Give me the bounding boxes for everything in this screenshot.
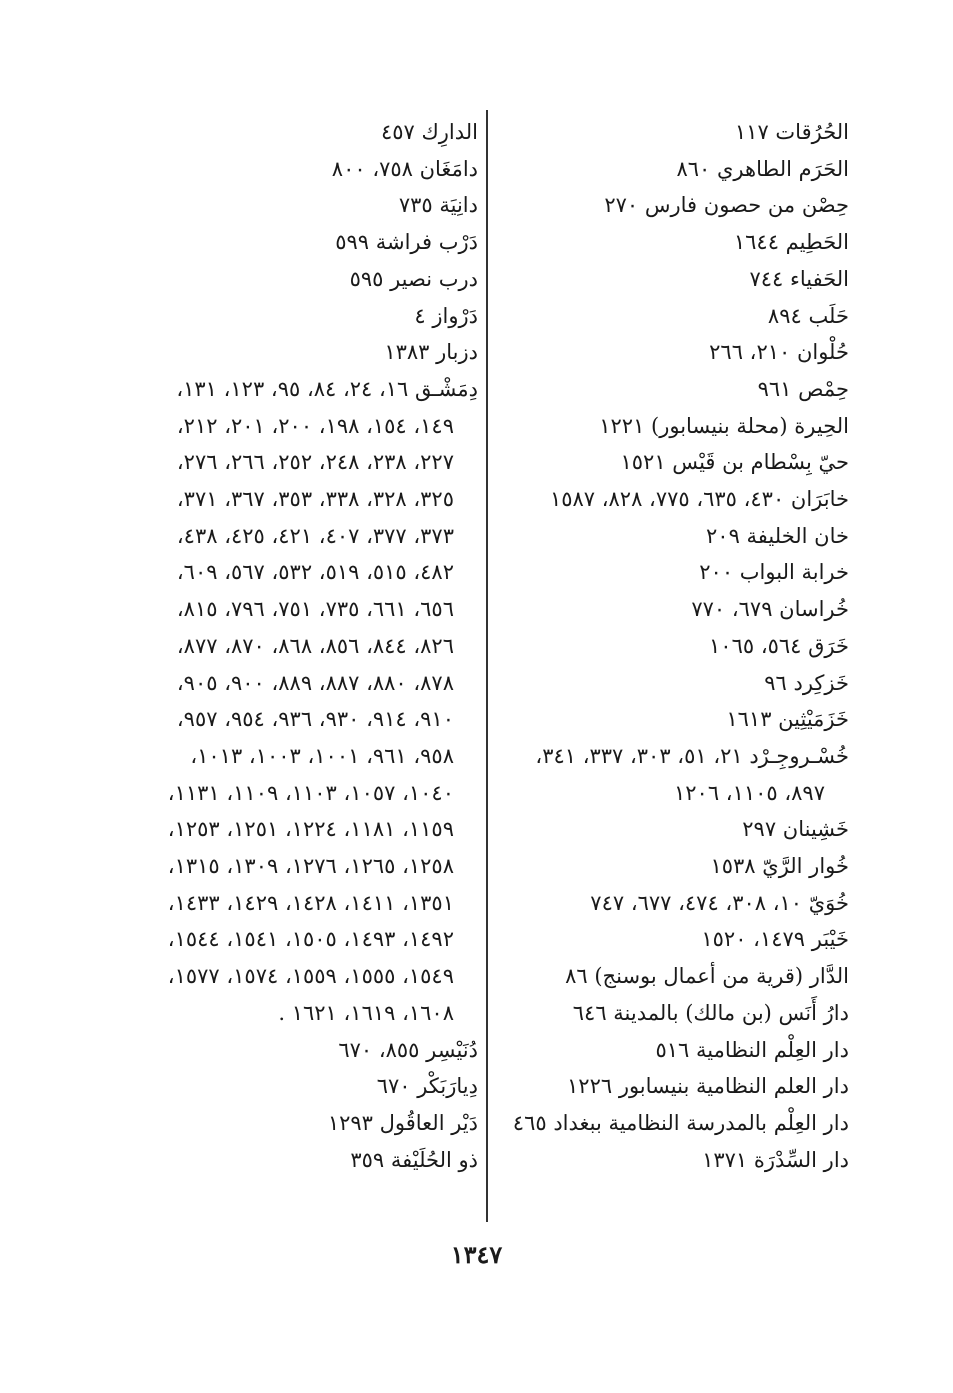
index-entry: حِمْص ٩٦١ [757,376,849,401]
index-entry-continuation: ١٥٤٩، ١٥٥٥، ١٥٥٩، ١٥٧٤، ١٥٧٧، [167,964,454,989]
index-entry: دِيارَبَكْر ٦٧٠ [376,1074,478,1099]
index-entry: الحَطِيم ١٦٤٤ [733,230,849,255]
index-entry: دَرْواز ٤ [414,303,478,328]
index-entry: دامَغَان ٧٥٨، ٨٠٠ [331,156,478,181]
index-entry: حُلْوان ٢١٠، ٢٦٦ [709,340,849,365]
index-entry-continuation: ٩١٠، ٩١٤، ٩٣٠، ٩٣٦، ٩٥٤، ٩٥٧، [176,707,454,732]
index-entry-continuation: ٤٨٢، ٥١٥، ٥١٩، ٥٣٢، ٥٦٧، ٦٠٩، [176,560,454,585]
index-entry-continuation: ١٢٥٨، ١٢٦٥، ١٢٧٦، ١٣٠٩، ١٣١٥، [167,854,454,879]
index-entry-continuation: ٣٢٥، ٣٢٨، ٣٣٨، ٣٥٣، ٣٦٧، ٣٧١، [176,487,454,512]
page-number: ١٣٤٧ [450,1240,503,1269]
index-entry: خُسْـروجِـرْد ٢١، ٥١، ٣٠٣، ٣٣٧، ٣٤١، [535,743,849,768]
index-entry: خَزَمَيْثِين ١٦١٣ [726,707,849,732]
index-entry: دزبار ١٣٨٣ [384,340,478,365]
column-divider [486,110,488,1222]
index-entry-continuation: ١٣٥١، ١٤١١، ١٤٢٨، ١٤٢٩، ١٤٣٣، [167,890,454,915]
index-entry: ذو الحُلَيْفة ٣٥٩ [350,1147,478,1172]
index-entry: دِمَشْـق ١٦، ٢٤، ٨٤، ٩٥، ١٢٣، ١٣١، [176,376,478,401]
index-entry: خَزكِرد ٩٦ [764,670,849,695]
index-entry-continuation: ٩٥٨، ٩٦١، ١٠٠١، ١٠٠٣، ١٠١٣، [190,743,454,768]
index-entry: درب نصير ٥٩٥ [349,266,478,291]
index-entry: دار السِّدْرَة ١٣٧١ [702,1147,849,1172]
index-entry: دَيْر العاقُول ١٢٩٣ [327,1110,478,1135]
index-entry: خُراسان ٦٧٩، ٧٧٠ [691,597,849,622]
index-column-left [128,114,478,1178]
index-entry: خَشِينان ٢٩٧ [742,817,849,842]
index-entry: خُوار الرَّيّ ١٥٣٨ [710,854,849,879]
index-entry-continuation: ١٤٩، ١٥٤، ١٩٨، ٢٠٠، ٢٠١، ٢١٢، [176,413,454,438]
index-entry-continuation: ١٦٠٨، ١٦١٩، ١٦٢١ . [278,1000,454,1025]
index-entry: خان الخليفة ٢٠٩ [706,523,849,548]
index-entry-continuation: ١١٥٩، ١١٨١، ١٢٢٤، ١٢٥١، ١٢٥٣، [167,817,454,842]
index-entry-continuation: ٨٢٦، ٨٤٤، ٨٥٦، ٨٦٨، ٨٧٠، ٨٧٧، [176,633,454,658]
index-entry: دَرْب فراشة ٥٩٩ [335,230,478,255]
index-entry: دار العِلْم بالمدرسة النظامية ببغداد ٤٦٥ [512,1110,849,1135]
index-entry: الحَرَم الطاهري ٨٦٠ [676,156,849,181]
index-entry: خابَرَان ٤٣٠، ٦٣٥، ٧٧٥، ٨٢٨، ١٥٨٧ [549,487,849,512]
index-entry: الدَّار (قرية من أعمال بوسنج) ٨٦ [565,964,849,989]
index-entry: دار العِلْم النظامية ٥١٦ [655,1037,849,1062]
index-entry: خرابة البواب ٢٠٠ [699,560,849,585]
index-entry: دارُ أَنَس (بن مالك) بالمدينة ٦٤٦ [572,1000,849,1025]
index-entry: الدارِك ٤٥٧ [380,120,478,144]
index-entry-continuation: ٦٥٦، ٦٦١، ٧٣٥، ٧٥١، ٧٩٦، ٨١٥، [176,597,454,622]
index-entry: حَلَب ٨٩٤ [767,303,849,328]
index-entry-continuation: ١٠٤٠، ١٠٥٧، ١١٠٣، ١١٠٩، ١١٣١، [167,780,454,805]
index-entry-continuation: ٢٢٧، ٢٣٨، ٢٤٨، ٢٥٢، ٢٦٦، ٢٧٦، [176,450,454,475]
index-entry: دُنَيْسِر ٨٥٥، ٦٧٠ [338,1037,478,1062]
index-entry: خُوَيّ ١٠، ٣٠٨، ٤٧٤، ٦٧٧، ٧٤٧ [590,890,849,915]
index-entry: خَيْبَر ١٤٧٩، ١٥٢٠ [701,927,849,952]
index-entry: حيّ بِسْطام بن قَيْس ١٥٢١ [620,450,849,475]
index-entry: دار العلم النظامية بنيسابور ١٢٢٦ [567,1074,849,1099]
index-entry: حِصْن من حصون فارس ٢٧٠ [604,193,849,218]
index-entry-continuation: ٣٧٣، ٣٧٧، ٤٠٧، ٤٢١، ٤٢٥، ٤٣٨، [176,523,454,548]
index-column-right [504,114,849,1178]
index-entry-continuation: ٨٧٨، ٨٨٠، ٨٨٧، ٨٨٩، ٩٠٠، ٩٠٥، [176,670,454,695]
index-entry-continuation: ٨٩٧، ١١٠٥، ١٢٠٦ [674,780,825,805]
index-entry: دانِيَة ٧٣٥ [398,193,478,218]
index-entry-continuation: ١٤٩٢، ١٤٩٣، ١٥٠٥، ١٥٤١، ١٥٤٤، [167,927,454,952]
index-entry: الحِيرة (محلة بنيسابور) ١٢٢١ [599,413,849,438]
index-entry: الحُرُقات ١١٧ [734,120,849,144]
index-entry: خَرَق ٥٦٤، ١٠٦٥ [709,633,849,658]
index-entry: الحَفياء ٧٤٤ [749,266,849,291]
